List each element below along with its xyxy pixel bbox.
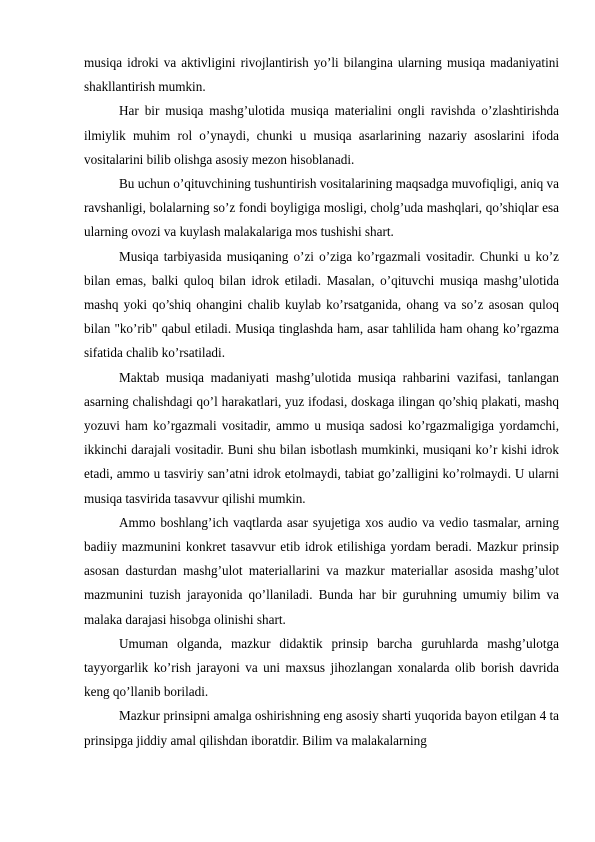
paragraph: Musiqa tarbiyasida musiqaning o’zi o’ziga ko’rgazmali vositadir. Chunki u ko’z bilan emas, balki quloq bilan idrok etiladi. Masalan, o’qituvchi musiqa mashg’ulotida mashq yoki qo’shiq ohangini chalib kuylab ko’rsatganida, ohang va so’z asosan quloq bilan "ko’rib" qabul etiladi. Musiqa tinglashda ham, asar tahlilida ham ohang ko’rgazma sifatida chalib ko’rsatiladi. xyxy=(84,248,559,361)
paragraph: Har bir musiqa mashg’ulotida musiqa materialini ongli ravishda o’zlashtirishda ilmiylik muhim rol o’ynaydi, chunki u musiqa asarlarining nazariy asoslarini ifoda vositalarini bilib olishga asosiy mezon hisoblanadi. xyxy=(84,103,559,167)
paragraph-continuation: musiqa idroki va aktivligini rivojlantirish yo’li bilangina ularning musiqa madaniyatini shakllantirish mumkin. xyxy=(84,55,559,95)
paragraph: Mazkur prinsipni amalga oshirishning eng asosiy sharti yuqorida bayon etilgan 4 ta prinsipga jiddiy amal qilishdan iboratdir. Bilim va malakalarning xyxy=(84,708,559,748)
paragraph: Bu uchun o’qituvchining tushuntirish vositalarining maqsadga muvofiqligi, aniq va ravshanligi, bolalarning so’z fondi boyligiga mosligi, cholg’uda mashqlari, qo’shiqlar esa ularning ovozi va kuylash malakalariga mos tushishi shart. xyxy=(84,176,559,240)
paragraph: Umuman olganda, mazkur didaktik prinsip barcha guruhlarda mashg’ulotga tayyorgarlik ko’rish jarayoni va uni maxsus jihozlangan xonalarda olib borish davrida keng qo’llanib boriladi. xyxy=(84,635,559,700)
document-page xyxy=(84,51,559,753)
paragraph: Maktab musiqa madaniyati mashg’ulotida musiqa rahbarini vazifasi, tanlangan asarning chalishdagi qo’l harakatlari, yuz ifodasi, doskaga ilingan qo’shiq plakati, mashq yozuvi ham ko’rgazmali vositadir, ammo u musiqa sadosi ko’rgazmaligiga yordamchi, ikkinchi darajali vositadir. Buni shu bilan isbotlash mumkinki, musiqani ko’r kishi idrok etadi, ammo u tasviriy san’atni idrok etolmaydi, tabiat go’zalligini ko’rolmaydi. U ularni musiqa tasvirida tasavvur qilishi mumkin. xyxy=(84,369,559,506)
paragraph: Ammo boshlang’ich vaqtlarda asar syujetiga xos audio va vedio tasmalar, arning badiiy mazmunini konkret tasavvur etib idrok etilishiga yordam beradi. Mazkur prinsip asosan dasturdan mashg’ulot materiallarini va mazkur materiallar asosida mashg’ulot mazmunini tuzish jarayonida qo’llaniladi. Bunda har bir guruhning umumiy bilim va malaka darajasi hisobga olinishi shart. xyxy=(84,514,559,627)
